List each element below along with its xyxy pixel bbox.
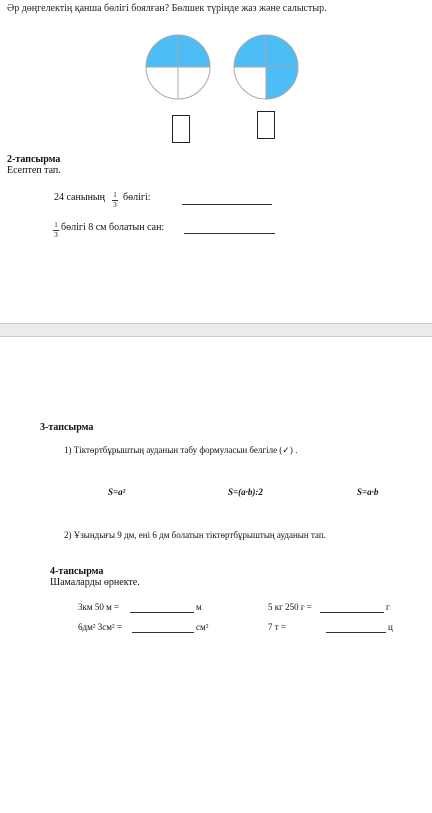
task4-r1c1-label: 3км 50 м = bbox=[78, 602, 120, 612]
task4-subtitle: Шамаларды өрнекте. bbox=[50, 577, 140, 588]
task2-q1-fraction bbox=[112, 192, 118, 209]
left-circle-tr bbox=[178, 35, 210, 67]
instruction-text: Әр дөңгелектің қанша бөлігі боялған? Бөлшек түрінде жаз және салыстыр. bbox=[7, 3, 327, 14]
task2-q2-numerator: 1 bbox=[54, 221, 58, 229]
left-circle-bl bbox=[146, 67, 178, 99]
answer-box-left[interactable] bbox=[172, 115, 190, 143]
task4-r2c1-unit: см² bbox=[196, 622, 209, 632]
task2-subtitle: Есептеп тап. bbox=[7, 165, 61, 176]
task4-r2c2-answer-line[interactable] bbox=[326, 632, 386, 633]
right-circle-bl bbox=[234, 67, 266, 99]
left-circle-br bbox=[178, 67, 210, 99]
task3-title: 3-тапсырма bbox=[40, 422, 94, 433]
fraction-circles bbox=[140, 34, 305, 104]
task2-q1-after: бөлігі: bbox=[123, 192, 151, 203]
task2-q2-answer-line[interactable] bbox=[184, 233, 275, 234]
task2-q2-fraction bbox=[53, 222, 59, 239]
right-circle-tr bbox=[266, 35, 298, 67]
left-circle-tl bbox=[146, 35, 178, 67]
task4-title: 4-тапсырма bbox=[50, 566, 104, 577]
right-circle-tl bbox=[234, 35, 266, 67]
task4-r2c2-label: 7 т = bbox=[268, 622, 287, 632]
formula-option-3[interactable]: S=a·b bbox=[357, 487, 379, 497]
task4-r1c2-answer-line[interactable] bbox=[320, 612, 384, 613]
task2-q1-answer-line[interactable] bbox=[182, 204, 272, 205]
task2-title: 2-тапсырма bbox=[7, 154, 61, 165]
task2-q2-text: бөлігі 8 см болатын сан: bbox=[61, 222, 165, 233]
task4-r2c1-label: 6дм² 3см² = bbox=[78, 622, 122, 632]
task4-r2c1-answer-line[interactable] bbox=[132, 632, 194, 633]
task4-r1c1-answer-line[interactable] bbox=[130, 612, 194, 613]
left-circle bbox=[146, 35, 210, 99]
task3-q2: 2) Ұзындығы 9 дм, ені 6 дм болатын тіктөртбұрыштың ауданын тап. bbox=[64, 530, 326, 540]
page-break bbox=[0, 323, 432, 337]
formula-option-2[interactable]: S=(a·b):2 bbox=[228, 487, 263, 497]
task2-q1-denominator: 3 bbox=[113, 201, 117, 209]
task3-q1: 1) Тіктөртбұрыштың ауданын табу формуласын белгіле (✓) . bbox=[64, 445, 298, 455]
task4-r1c2-unit: г bbox=[386, 602, 390, 612]
answer-box-right[interactable] bbox=[257, 111, 275, 139]
task4-r1c2-label: 5 кг 250 г = bbox=[268, 602, 312, 612]
right-circle bbox=[234, 35, 298, 99]
task2-q2-denominator: 3 bbox=[54, 231, 58, 239]
formula-option-1[interactable]: S=a² bbox=[108, 487, 126, 497]
task2-q1-numerator: 1 bbox=[113, 191, 117, 199]
task4-r2c2-unit: ц bbox=[388, 622, 393, 632]
task2-q1-before: 24 санының bbox=[54, 192, 105, 203]
task4-r1c1-unit: м bbox=[196, 602, 202, 612]
right-circle-br bbox=[266, 67, 298, 99]
